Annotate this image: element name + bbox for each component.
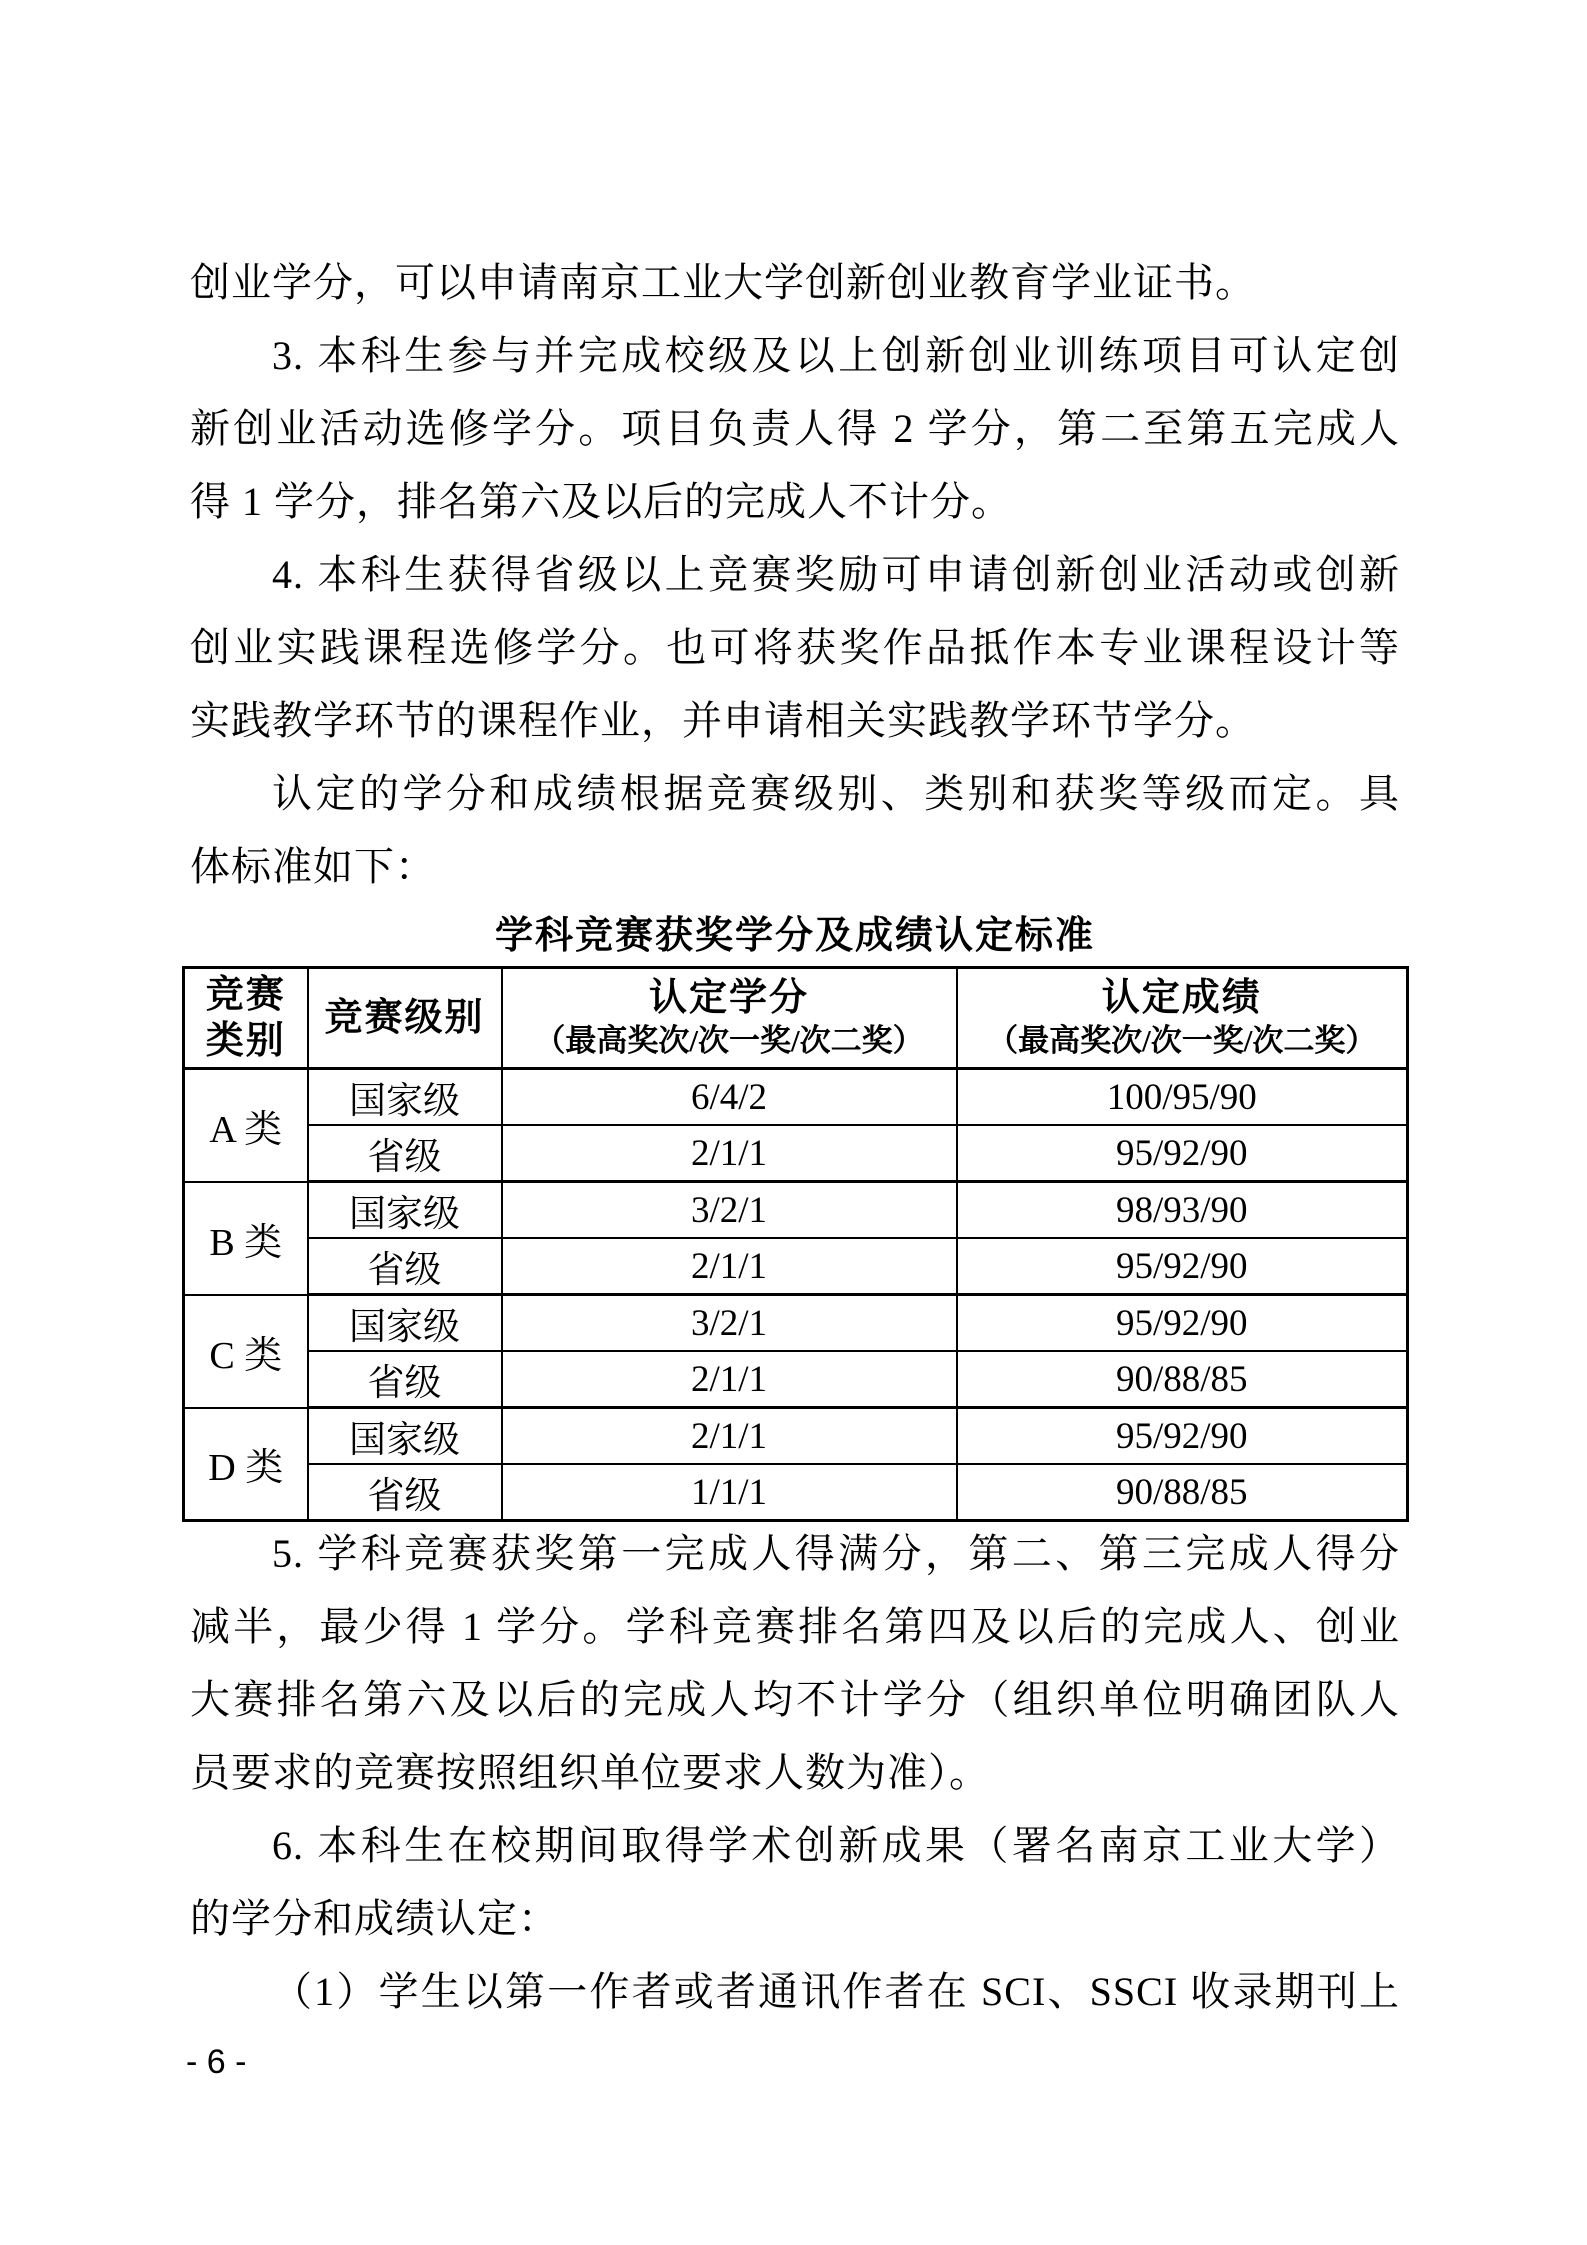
score-cell: 95/92/90	[957, 1238, 1408, 1295]
credits-cell: 2/1/1	[502, 1238, 957, 1295]
body-line: 员要求的竞赛按照组织单位要求人数为准）。	[190, 1750, 990, 1795]
category-cell: A 类	[184, 1069, 308, 1182]
score-cell: 100/95/90	[957, 1069, 1408, 1126]
award-table	[182, 966, 1409, 1522]
score-cell: 95/92/90	[957, 1125, 1408, 1182]
credits-cell: 3/2/1	[502, 1295, 957, 1352]
header-cell-score	[957, 968, 1408, 1069]
credits-cell: 3/2/1	[502, 1182, 957, 1239]
header-cell-credits	[502, 968, 957, 1069]
body-line: 体标准如下：	[190, 844, 436, 889]
header-category-line1: 竞赛	[205, 974, 286, 1016]
level-cell: 国家级	[308, 1295, 502, 1352]
body-line: 4. 本科生获得省级以上竞赛奖励可申请创新创业活动或创新	[272, 552, 1400, 597]
header-cell-level	[308, 968, 502, 1069]
table-row	[184, 1295, 1408, 1352]
score-cell: 90/88/85	[957, 1351, 1408, 1408]
table-title: 学科竞赛获奖学分及成绩认定标准	[494, 915, 1095, 957]
header-credits-line2: （最高奖次/次一奖/次二奖）	[534, 1023, 924, 1058]
table-row	[184, 1125, 1408, 1182]
table-row	[184, 1351, 1408, 1408]
body-line: 减半，最少得 1 学分。学科竞赛排名第四及以后的完成人、创业	[190, 1604, 1400, 1649]
header-credits-line1: 认定学分	[648, 977, 809, 1019]
body-line: 新创业活动选修学分。项目负责人得 2 学分，第二至第五完成人	[190, 406, 1400, 451]
category-cell: C 类	[184, 1295, 308, 1408]
body-line: 实践教学环节的课程作业，并申请相关实践教学环节学分。	[190, 698, 1256, 743]
header-level-label: 竞赛级别	[324, 997, 485, 1039]
body-line: 的学分和成绩认定：	[190, 1896, 559, 1941]
credits-cell: 6/4/2	[502, 1069, 957, 1126]
category-cell: D 类	[184, 1408, 308, 1521]
header-category-line2: 类别	[205, 1020, 286, 1062]
credits-cell: 2/1/1	[502, 1408, 957, 1465]
level-cell: 省级	[308, 1351, 502, 1408]
table-row	[184, 1408, 1408, 1465]
score-cell: 90/88/85	[957, 1464, 1408, 1521]
body-line: 大赛排名第六及以后的完成人均不计学分（组织单位明确团队人	[190, 1677, 1400, 1722]
level-cell: 国家级	[308, 1182, 502, 1239]
table-row	[184, 1069, 1408, 1126]
score-cell: 98/93/90	[957, 1182, 1408, 1239]
credits-cell: 1/1/1	[502, 1464, 957, 1521]
body-line: 5. 学科竞赛获奖第一完成人得满分，第二、第三完成人得分	[272, 1531, 1400, 1576]
body-line: 6. 本科生在校期间取得学术创新成果（署名南京工业大学）	[272, 1823, 1400, 1868]
body-line: 创业实践课程选修学分。也可将获奖作品抵作本专业课程设计等	[190, 625, 1400, 670]
header-score-line2: （最高奖次/次一奖/次二奖）	[987, 1023, 1377, 1058]
paragraphs-top	[190, 246, 1400, 903]
table-row	[184, 1182, 1408, 1239]
table-row	[184, 1464, 1408, 1521]
level-cell: 国家级	[308, 1069, 502, 1126]
paragraphs-bottom	[190, 1517, 1400, 2028]
level-cell: 省级	[308, 1125, 502, 1182]
body-line: （1）学生以第一作者或者通讯作者在 SCI、SSCI 收录期刊上	[272, 1969, 1400, 2014]
body-line: 创业学分，可以申请南京工业大学创新创业教育学业证书。	[190, 260, 1256, 305]
category-cell: B 类	[184, 1182, 308, 1295]
level-cell: 省级	[308, 1464, 502, 1521]
score-cell: 95/92/90	[957, 1295, 1408, 1352]
body-line: 3. 本科生参与并完成校级及以上创新创业训练项目可认定创	[272, 333, 1400, 378]
table-header-row	[184, 968, 1408, 1069]
score-cell: 95/92/90	[957, 1408, 1408, 1465]
credits-cell: 2/1/1	[502, 1351, 957, 1408]
body-line: 得 1 学分，排名第六及以后的完成人不计分。	[190, 479, 1012, 524]
page-number: - 6 -	[186, 2043, 247, 2081]
level-cell: 国家级	[308, 1408, 502, 1465]
level-cell: 省级	[308, 1238, 502, 1295]
body-line: 认定的学分和成绩根据竞赛级别、类别和获奖等级而定。具	[272, 771, 1400, 816]
header-score-line1: 认定成绩	[1101, 977, 1262, 1019]
credits-cell: 2/1/1	[502, 1125, 957, 1182]
header-cell-category	[184, 968, 308, 1069]
table-row	[184, 1238, 1408, 1295]
